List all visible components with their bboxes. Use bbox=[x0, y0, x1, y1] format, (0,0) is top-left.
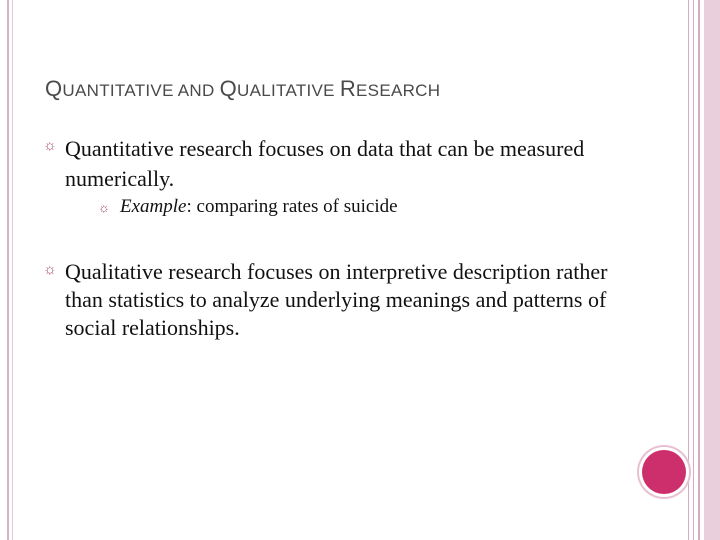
title-text: ESEARCH bbox=[356, 81, 441, 100]
slide-title bbox=[45, 76, 440, 102]
bullet-icon: ☼ bbox=[43, 262, 57, 278]
qualitative-bullet-text: Qualitative research focuses on interpretive description rather than statistics to analyze underlying meanings and patterns of social relationships. bbox=[65, 259, 608, 340]
left-border-line-inner bbox=[12, 0, 13, 540]
title-cap: Q bbox=[45, 76, 63, 101]
title-text: UALITATIVE bbox=[237, 81, 340, 100]
bullet-icon: ☼ bbox=[43, 138, 57, 154]
sub-bullet-icon: ☼ bbox=[98, 200, 110, 215]
example-text: : comparing rates of suicide bbox=[186, 196, 398, 217]
decorative-circle bbox=[642, 450, 686, 494]
left-border-line bbox=[7, 0, 9, 540]
right-border-line-1 bbox=[688, 0, 689, 540]
quantitative-bullet-text: Quantitative research focuses on data that can be measured numerically. bbox=[65, 136, 585, 191]
right-border-line-2 bbox=[693, 0, 694, 540]
title-text: UANTITATIVE AND bbox=[62, 81, 220, 100]
right-border-band bbox=[704, 0, 720, 540]
right-border-line-3 bbox=[698, 0, 700, 540]
example-bullet bbox=[120, 196, 640, 218]
title-cap: R bbox=[339, 76, 357, 101]
title-cap: Q bbox=[219, 76, 238, 101]
example-label: Example bbox=[120, 196, 187, 217]
